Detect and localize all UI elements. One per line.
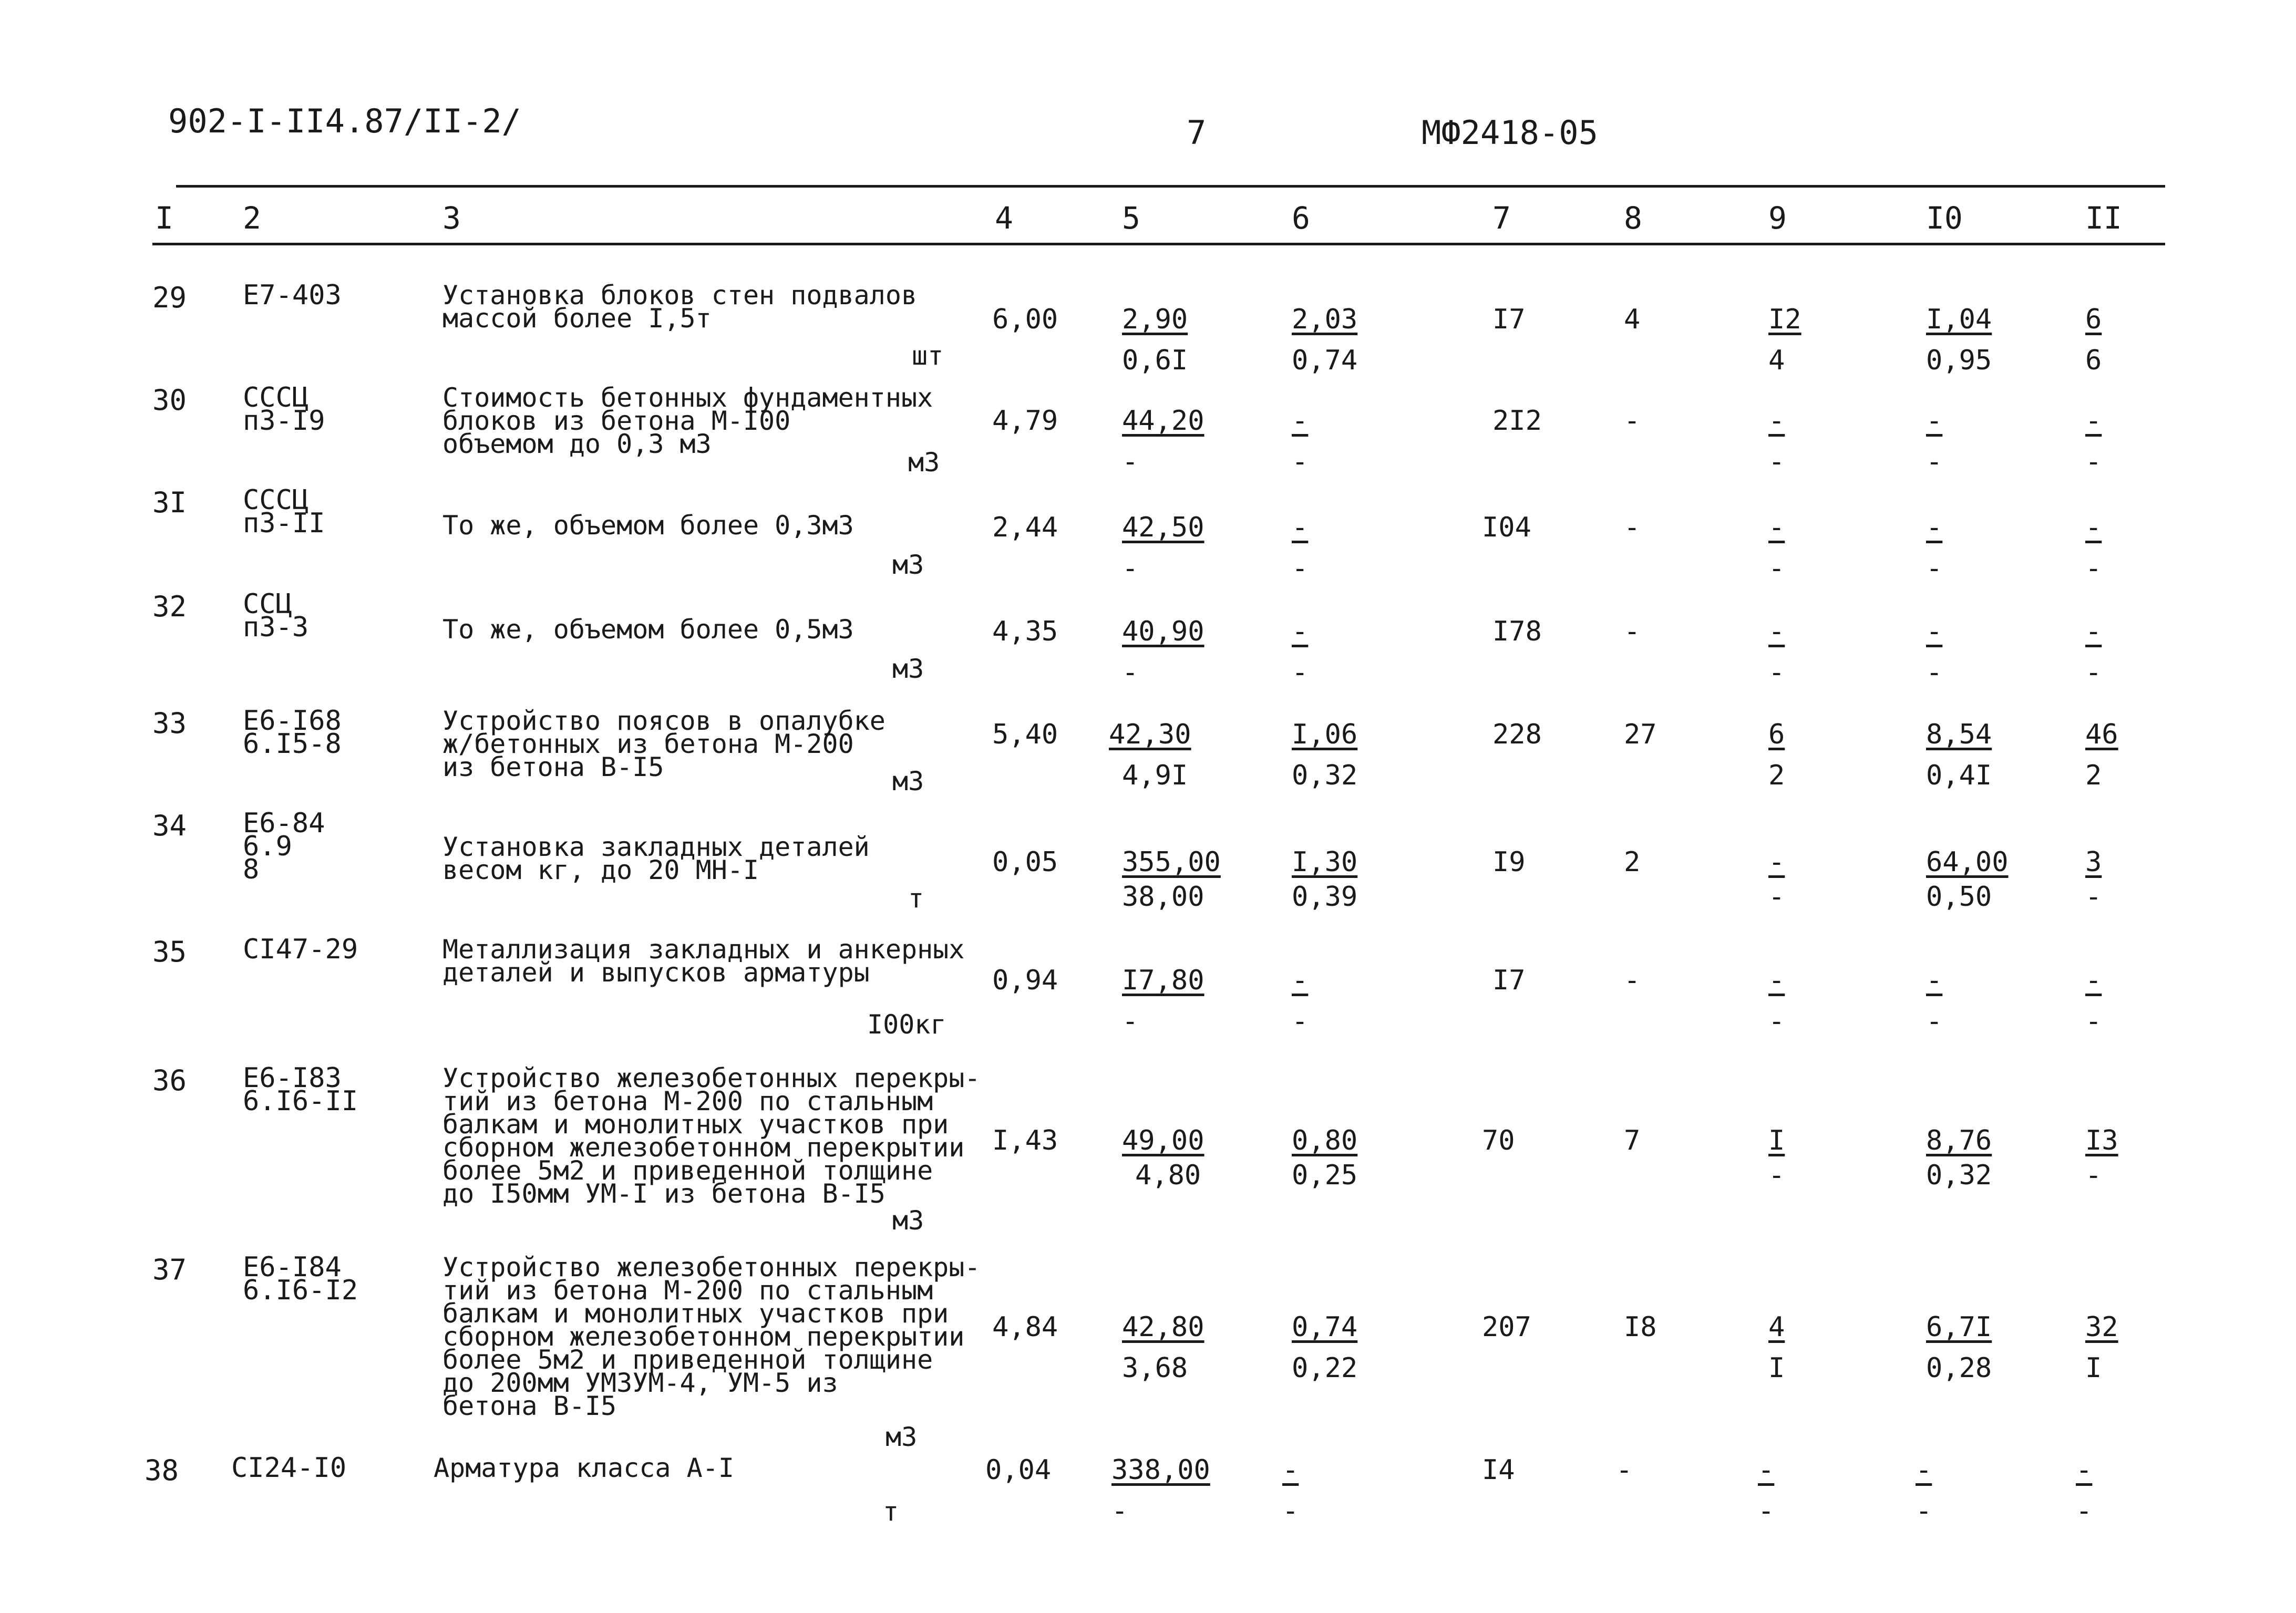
col11-values: 3 - — [2085, 846, 2102, 913]
col8-value: 27 — [1624, 719, 1657, 750]
page-number: 7 — [1187, 113, 1207, 152]
col9-values: - - — [1768, 965, 1785, 1037]
work-description: Арматура класса А-I — [434, 1453, 734, 1483]
rate-code: Е6-I84 6.I6-I2 — [243, 1252, 358, 1306]
unit: м3 — [908, 447, 940, 478]
row-number: 36 — [152, 1064, 187, 1097]
column-header-8: 8 — [1624, 200, 1642, 236]
col5-values: 355,00 38,00 — [1122, 846, 1221, 913]
work-description: Установка закладных деталей весом кг, до 20 МН-I — [442, 832, 870, 885]
rate-code: СССЦ п3-I9 — [243, 382, 325, 437]
col9-values: I - — [1768, 1125, 1785, 1191]
unit: м3 — [892, 550, 924, 580]
col7-value: I4 — [1482, 1454, 1515, 1486]
col11-values: 6 6 — [2085, 304, 2102, 376]
col6-values: I,06 0,32 — [1292, 719, 1358, 791]
col11-values: - - — [2085, 405, 2102, 478]
row-number: 30 — [152, 384, 187, 417]
work-description: То же, объемом более 0,3м3 — [442, 510, 854, 541]
col5-values: 42,30 4,9I — [1109, 719, 1191, 791]
col8-value: - — [1624, 616, 1641, 647]
column-header-4: 4 — [995, 200, 1013, 236]
rate-code: СI47-29 — [243, 934, 358, 965]
quantity: 4,79 — [992, 405, 1058, 437]
col9-values: - - — [1768, 405, 1785, 478]
row-number: 29 — [152, 281, 187, 314]
unit: м3 — [892, 654, 924, 684]
col11-values: I3 - — [2085, 1125, 2118, 1191]
col7-value: I7 — [1492, 965, 1526, 996]
rate-code: E7-403 — [243, 280, 342, 311]
col6-values: - - — [1292, 965, 1309, 1037]
col10-values: 6,7I 0,28 — [1926, 1311, 1992, 1384]
col8-value: I8 — [1624, 1311, 1657, 1343]
work-description: Устройство железобетонных перекры- тий из бетона М-200 по стальным балкам и монолитных участков при сборном железобетонном перекрытии более 5м2 и приведенной толщине до 200мм УМ3УМ-4, УМ-5 из бетона В-I5 — [442, 1252, 981, 1421]
quantity: 0,04 — [985, 1454, 1052, 1486]
col8-value: 4 — [1624, 304, 1641, 335]
col5-values: 42,80 3,68 — [1122, 1311, 1204, 1384]
col11-values: 46 2 — [2085, 719, 2118, 791]
col9-values: 6 2 — [1768, 719, 1785, 791]
col7-value: 228 — [1492, 719, 1542, 750]
unit: т — [883, 1496, 899, 1527]
work-description: Установка блоков стен подвалов массой более I,5т — [442, 280, 918, 334]
col6-values: - - — [1292, 512, 1309, 584]
col7-value: 207 — [1482, 1311, 1531, 1343]
column-header-3: 3 — [442, 200, 461, 236]
header-bottom-rule — [152, 243, 2165, 245]
column-header-5: 5 — [1122, 200, 1140, 236]
unit: I00кг — [867, 1009, 946, 1040]
unit: м3 — [892, 766, 924, 797]
col10-values: - - — [1926, 965, 1943, 1037]
col6-values: 0,80 0,25 — [1292, 1125, 1358, 1191]
column-header-9: 9 — [1768, 200, 1787, 236]
col11-values: - - — [2076, 1454, 2093, 1527]
col9-values: - - — [1768, 512, 1785, 584]
col6-values: - - — [1292, 616, 1309, 688]
col10-values: - - — [1916, 1454, 1932, 1527]
col11-values: 32 I — [2085, 1311, 2118, 1384]
col5-values: 40,90 - — [1122, 616, 1204, 688]
col7-value: 2I2 — [1492, 405, 1542, 437]
col8-value: 2 — [1624, 846, 1641, 878]
col8-value: - — [1624, 965, 1641, 996]
row-number: 3I — [152, 486, 187, 519]
col11-values: - - — [2085, 616, 2102, 688]
column-header-2: 2 — [243, 200, 261, 236]
rate-code: ССЦ п3-3 — [243, 588, 309, 643]
col5-values: 49,00 4,80 — [1122, 1125, 1204, 1191]
col6-values: - - — [1282, 1454, 1299, 1527]
unit: м3 — [892, 1205, 924, 1236]
quantity: 2,44 — [992, 512, 1058, 543]
col10-values: - - — [1926, 512, 1943, 584]
col10-values: - - — [1926, 616, 1943, 688]
col10-values: - - — [1926, 405, 1943, 478]
document-code: 902-I-II4.87/II-2/ — [168, 102, 521, 140]
row-number: 33 — [152, 707, 187, 740]
work-description: Металлизация закладных и анкерных деталей и выпусков арматуры — [442, 934, 965, 988]
quantity: 0,05 — [992, 846, 1058, 878]
col7-value: 70 — [1482, 1125, 1515, 1156]
column-header-10: I0 — [1926, 200, 1963, 236]
col8-value: - — [1624, 512, 1641, 543]
work-description: То же, объемом более 0,5м3 — [442, 614, 854, 645]
quantity: 6,00 — [992, 304, 1058, 335]
quantity: 5,40 — [992, 719, 1058, 750]
rate-code: Е6-84 6.9 8 — [243, 808, 325, 885]
col7-value: I9 — [1492, 846, 1526, 878]
quantity: I,43 — [992, 1125, 1058, 1156]
col10-values: 64,00 0,50 — [1926, 846, 2009, 913]
quantity: 4,84 — [992, 1311, 1058, 1343]
col7-value: I78 — [1492, 616, 1542, 647]
col6-values: I,30 0,39 — [1292, 846, 1358, 913]
column-header-1: I — [155, 200, 173, 236]
row-number: 35 — [152, 935, 187, 968]
col5-values: I7,80 - — [1122, 965, 1204, 1037]
row-number: 38 — [145, 1454, 179, 1487]
row-number: 34 — [152, 809, 187, 842]
unit: шт — [912, 340, 944, 371]
work-description: Устройство поясов в опалубке ж/бетонных из бетона М-200 из бетона В-I5 — [442, 706, 886, 782]
work-description: Устройство железобетонных перекры- тий из бетона М-200 по стальным балкам и монолитных участков при сборном железобетонном перекрытии более 5м2 и приведенной толщине до I50мм УМ-I из бетона В-I5 — [442, 1063, 981, 1209]
col8-value: 7 — [1624, 1125, 1641, 1156]
col6-values: 0,74 0,22 — [1292, 1311, 1358, 1384]
column-header-11: II — [2085, 200, 2122, 236]
col9-values: - - — [1768, 616, 1785, 688]
col9-values: I2 4 — [1768, 304, 1801, 376]
rate-code: СССЦ п3-II — [243, 484, 325, 539]
row-number: 32 — [152, 590, 187, 623]
rate-code: Е6-I83 6.I6-II — [243, 1062, 358, 1117]
col7-value: I7 — [1492, 304, 1526, 335]
work-description: Стоимость бетонных фундаментных блоков из бетона М-I00 объемом до 0,3 м3 — [442, 382, 933, 459]
quantity: 4,35 — [992, 616, 1058, 647]
col5-values: 338,00 - — [1111, 1454, 1210, 1527]
col11-values: - - — [2085, 965, 2102, 1037]
col7-value: I04 — [1482, 512, 1531, 543]
col9-values: 4 I — [1768, 1311, 1785, 1384]
col10-values: I,04 0,95 — [1926, 304, 1992, 376]
col10-values: 8,54 0,4I — [1926, 719, 1992, 791]
col8-value: - — [1616, 1454, 1633, 1486]
col10-values: 8,76 0,32 — [1926, 1125, 1992, 1191]
col5-values: 2,90 0,6I — [1122, 304, 1188, 376]
col6-values: - - — [1292, 405, 1309, 478]
unit: т — [908, 883, 924, 914]
column-header-6: 6 — [1292, 200, 1310, 236]
row-number: 37 — [152, 1253, 187, 1286]
column-header-7: 7 — [1492, 200, 1511, 236]
col8-value: - — [1624, 405, 1641, 437]
col5-values: 42,50 - — [1122, 512, 1204, 584]
col9-values: - - — [1758, 1454, 1775, 1527]
unit: м3 — [886, 1422, 918, 1452]
rate-code: СI24-I0 — [231, 1452, 347, 1484]
col6-values: 2,03 0,74 — [1292, 304, 1358, 376]
quantity: 0,94 — [992, 965, 1058, 996]
top-rule — [176, 185, 2165, 188]
col5-values: 44,20 - — [1122, 405, 1204, 478]
stamp-code: МФ2418-05 — [1422, 113, 1598, 152]
rate-code: Е6-I68 6.I5-8 — [243, 705, 342, 760]
col11-values: - - — [2085, 512, 2102, 584]
col9-values: - - — [1768, 846, 1785, 913]
